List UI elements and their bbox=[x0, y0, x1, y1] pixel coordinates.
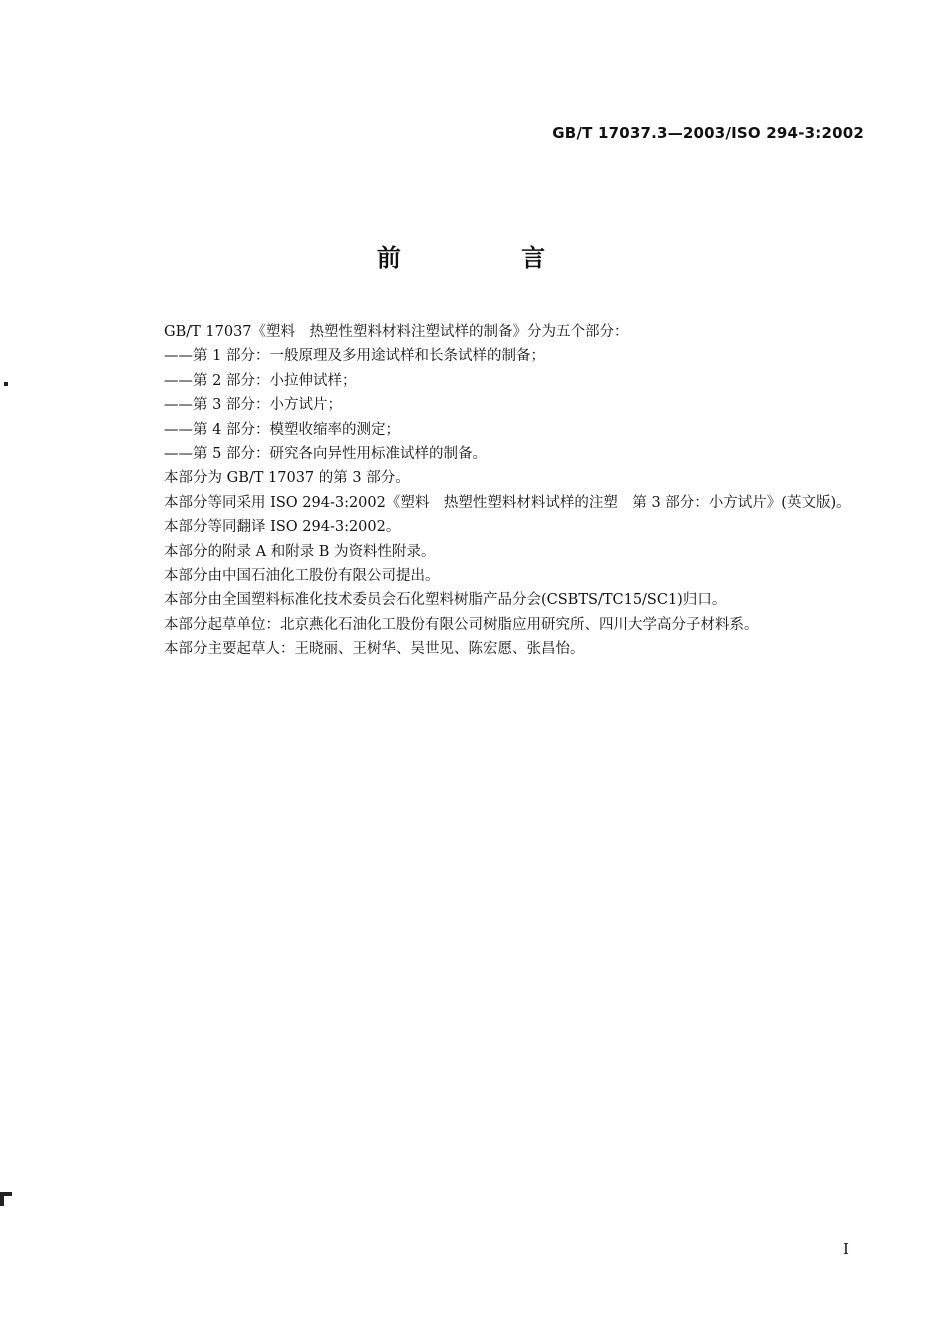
paragraph-part-2: ——第 2 部分：小拉伸试样； bbox=[164, 372, 357, 389]
paragraph-drafting-units: 本部分起草单位：北京燕化石油化工股份有限公司树脂应用研究所、四川大学高分子材料系。 bbox=[164, 616, 759, 633]
paragraph-committee: 本部分由全国塑料标准化技术委员会石化塑料树脂产品分会(CSBTS/TC15/SC1)归口。 bbox=[164, 592, 727, 609]
paragraph-drafters: 本部分主要起草人：王晓丽、王树华、吴世见、陈宏愿、张昌怡。 bbox=[164, 641, 585, 658]
paragraph-part-4: ——第 4 部分：模塑收缩率的测定； bbox=[164, 421, 400, 438]
paragraph-proposer: 本部分由中国石油化工股份有限公司提出。 bbox=[164, 568, 440, 585]
paragraph-parts-intro: GB/T 17037《塑料 热塑性塑料材料注塑试样的制备》分为五个部分： bbox=[164, 324, 629, 340]
paragraph-adoption: 本部分等同采用 ISO 294-3:2002《塑料 热塑性塑料材料试样的注塑 第 3 部分：小方试片》(英文版)。 bbox=[164, 494, 851, 511]
page-title: 前 言 bbox=[376, 244, 602, 272]
paragraph-translation: 本部分等同翻译 ISO 294-3:2002。 bbox=[164, 519, 401, 536]
paragraph-part-1: ——第 1 部分：一般原理及多用途试样和长条试样的制备； bbox=[164, 348, 545, 365]
scan-mark-bottom-stem bbox=[0, 1192, 4, 1206]
paragraph-part-3: ——第 3 部分：小方试片； bbox=[164, 397, 342, 414]
paragraph-part-5: ——第 5 部分：研究各向异性用标准试样的制备。 bbox=[164, 446, 487, 463]
paragraph-annexes: 本部分的附录 A 和附录 B 为资料性附录。 bbox=[164, 543, 436, 560]
scan-mark-top bbox=[4, 382, 8, 386]
standard-number-header: GB/T 17037.3—2003/ISO 294-3:2002 bbox=[552, 124, 864, 142]
paragraph-this-part: 本部分为 GB/T 17037 的第 3 部分。 bbox=[164, 470, 410, 487]
page-number: I bbox=[843, 1240, 849, 1258]
foreword-body bbox=[130, 320, 870, 662]
